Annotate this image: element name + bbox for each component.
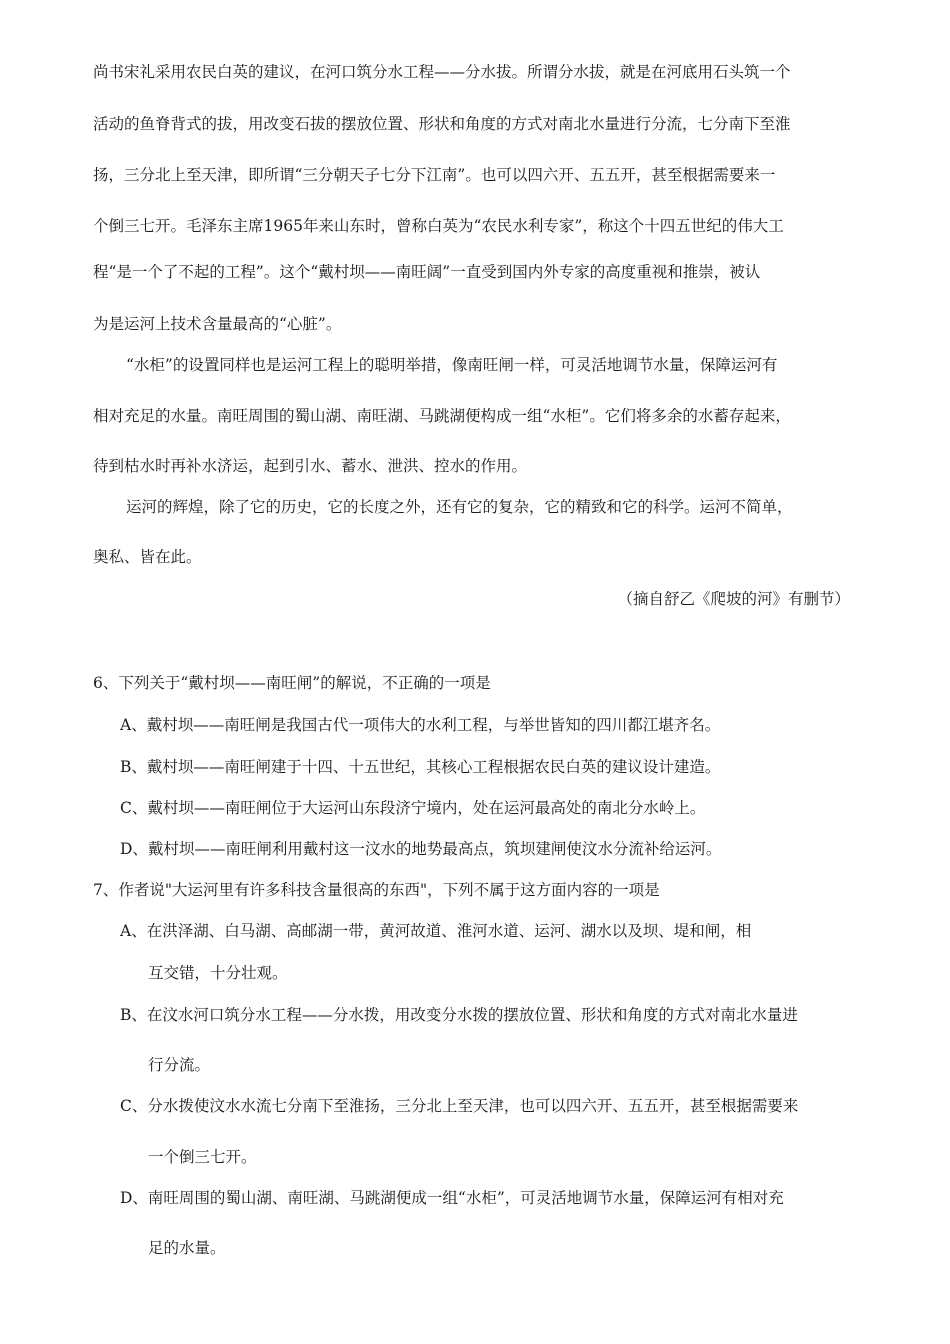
option-a-continuation: 互交错，十分壮观。 [148,964,288,982]
option-d-continuation: 足的水量。 [148,1239,226,1257]
option-c-continuation: 一个倒三七开。 [148,1148,257,1166]
option-c: C、戴村坝——南旺闸位于大运河山东段济宁境内，处在运河最高处的南北分水岭上。 [120,799,706,817]
option-a: A、在洪泽湖、白马湖、高邮湖一带，黄河故道、淮河水道、运河、湖水以及坝、堤和闸，相 [120,922,752,940]
option-a: A、戴村坝——南旺闸是我国古代一项伟大的水利工程，与举世皆知的四川都江堪齐名。 [120,716,721,734]
question-stem: 6、下列关于“戴村坝——南旺闸”的解说，不正确的一项是 [93,674,491,692]
passage-line: 奥私、皆在此。 [93,548,202,566]
passage-line: 个倒三七开。毛泽东主席1965年来山东时，曾称白英为“农民水利专家”，称这个十四五世纪的伟大工 [93,217,784,235]
passage-line: “水柜”的设置同样也是运河工程上的聪明举措，像南旺闸一样，可灵活地调节水量，保障运河有 [126,356,778,374]
passage-source: （摘自舒乙《爬坡的河》有删节） [617,590,850,608]
passage-line: 为是运河上技术含量最高的“心脏”。 [93,315,342,333]
option-b: B、在汶水河口筑分水工程——分水拨，用改变分水拨的摆放位置、形状和角度的方式对南北水量进 [120,1006,798,1024]
passage-line: 待到枯水时再补水济运，起到引水、蓄水、泄洪、控水的作用。 [93,457,528,475]
option-d: D、南旺周围的蜀山湖、南旺湖、马跳湖便成一组“水柜”，可灵活地调节水量，保障运河有相对充 [120,1189,784,1207]
passage-line: 尚书宋礼采用农民白英的建议，在河口筑分水工程——分水拔。所谓分水拔，就是在河底用石头筑一个 [93,63,791,81]
passage-line: 相对充足的水量。南旺周围的蜀山湖、南旺湖、马跳湖便构成一组“水柜”。它们将多余的水蓄存起来， [93,407,791,425]
passage-line: 程“是一个了不起的工程”。这个“戴村坝——南旺阔”一直受到国内外专家的高度重视和推崇，被认 [93,263,761,281]
passage-line: 运河的辉煌，除了它的历史，它的长度之外，还有它的复杂，它的精致和它的科学。运河不简单， [126,498,793,516]
passage-line: 活动的鱼脊背式的拔，用改变石拔的摆放位置、形状和角度的方式对南北水量进行分流，七分南下至淮 [93,115,791,133]
passage-line: 扬，三分北上至天津，即所谓“三分朝天子七分下江南”。也可以四六开、五五开，甚至根据需要来一 [93,166,776,184]
option-b: B、戴村坝——南旺闸建于十四、十五世纪，其核心工程根据农民白英的建议设计建造。 [120,758,721,776]
option-c: C、分水拨使汶水水流七分南下至淮扬，三分北上至天津，也可以四六开、五五开，甚至根据需要来 [120,1097,799,1115]
option-d: D、戴村坝——南旺闸利用戴村这一汶水的地势最高点，筑坝建闸使汶水分流补给运河。 [120,840,722,858]
question-stem: 7、作者说"大运河里有许多科技含量很高的东西"，下列不属于这方面内容的一项是 [93,881,660,899]
option-b-continuation: 行分流。 [148,1056,211,1074]
